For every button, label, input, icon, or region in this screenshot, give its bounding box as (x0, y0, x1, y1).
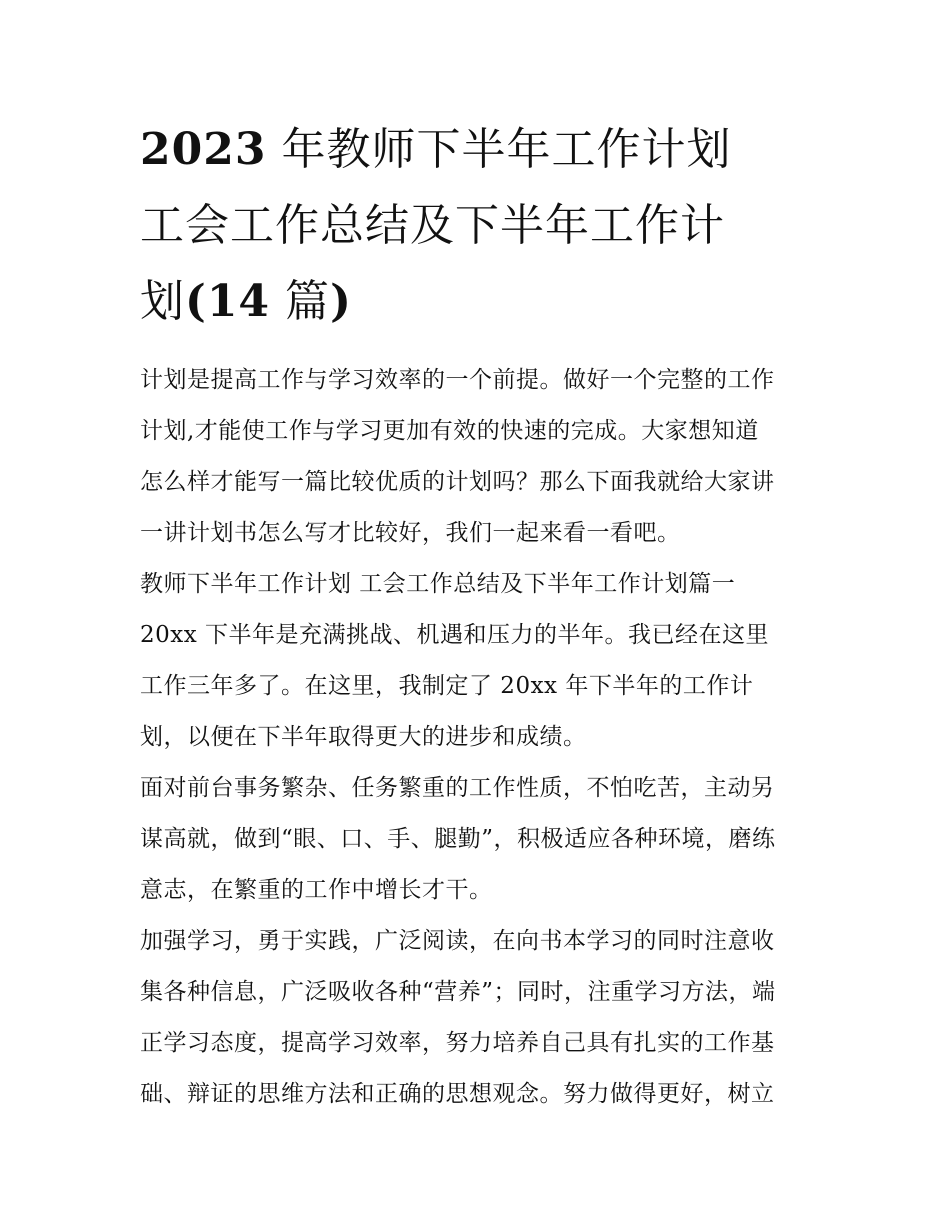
title-unit: 篇 (270, 276, 331, 327)
title-line-1-text: 年教师下半年工作计划 (266, 124, 732, 175)
body-line: 工作三年多了。在这里，我制定了 20xx 年下半年的工作计 (140, 673, 754, 699)
body-line: 意志，在繁重的工作中增长才干。 (140, 877, 493, 903)
title-count: (14 (185, 276, 271, 327)
body-line: 怎么样才能写一篇比较优质的计划吗？那么下面我就给大家讲 (140, 469, 775, 495)
document-title (140, 112, 820, 340)
title-year: 2023 (140, 124, 267, 175)
body-line: 谋高就，做到“眼、口、手、腿勤”，积极适应各种环境，磨练 (140, 826, 776, 852)
body-line: 20xx 下半年是充满挑战、机遇和压力的半年。我已经在这里 (140, 622, 770, 648)
title-close-paren: ) (330, 276, 352, 327)
body-line: 计划,才能使工作与学习更加有效的快速的完成。大家想知道 (140, 418, 759, 444)
title-line-1 (140, 112, 820, 188)
body-line: 教师下半年工作计划 工会工作总结及下半年工作计划篇一 (140, 571, 736, 597)
body-line: 一讲计划书怎么写才比较好，我们一起来看一看吧。 (140, 520, 681, 546)
body-line: 划，以便在下半年取得更大的进步和成绩。 (140, 724, 587, 750)
body-line: 加强学习，勇于实践，广泛阅读，在向书本学习的同时注意收 (140, 928, 775, 954)
title-line-3-char: 划 (140, 276, 185, 327)
title-line-3 (140, 264, 820, 340)
body-line: 础、辩证的思维方法和正确的思想观念。努力做得更好，树立 (140, 1081, 775, 1107)
body-line: 计划是提高工作与学习效率的一个前提。做好一个完整的工作 (140, 367, 775, 393)
body-line: 面对前台事务繁杂、任务繁重的工作性质，不怕吃苦，主动另 (140, 775, 775, 801)
document-body (140, 355, 820, 1120)
body-line: 集各种信息，广泛吸收各种“营养”；同时，注重学习方法，端 (140, 979, 776, 1005)
title-line-2: 工会工作总结及下半年工作计 (140, 200, 725, 251)
body-line: 正学习态度，提高学习效率，努力培养自己具有扎实的工作基 (140, 1030, 775, 1056)
